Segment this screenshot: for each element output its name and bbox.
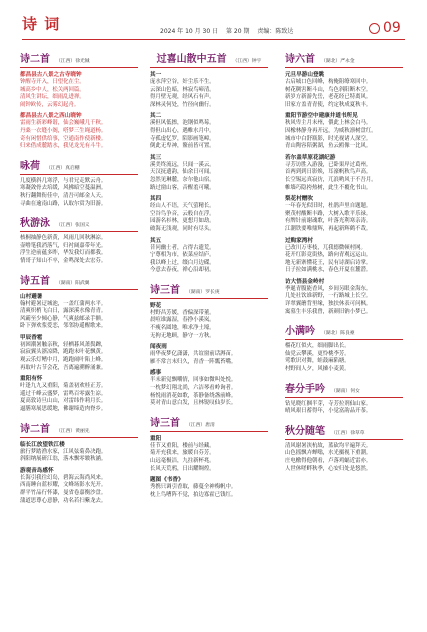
author-byline: （湖南）阳武翼 — [56, 280, 90, 286]
poem-line: 详翠翼蘑背里缘，独扶休表可问枫。 — [285, 301, 372, 308]
publication-date: 2024 年 10 月 30 日 — [160, 28, 219, 35]
poem-title: 都昌县古八景之古寺晓钟 — [20, 72, 82, 78]
poem-body — [150, 120, 268, 150]
poem-title: 其一 — [150, 72, 162, 78]
poem-line: 日子拉如满桃水，春色开夏在麓潜。 — [285, 267, 372, 274]
poem-line: 寂寂翼头浙凉降，跑跑末叶花飘黄。 — [20, 349, 107, 356]
poem-line: 寻曲在逾南山路，认取尔赏为旧游。 — [20, 200, 107, 207]
poem-title: 山村避暑 — [20, 293, 43, 300]
poem-title: 其三 — [150, 154, 162, 161]
poem-body — [20, 383, 138, 413]
poem-line: 长风天荒鸦，日出耀绸煌。 — [150, 465, 215, 472]
poem-line: 佳节又重阳，楼前与经藏。 — [150, 442, 215, 449]
poem-line: 溪美终流远，只闻一溪云。 — [150, 161, 215, 168]
poem-line: 一枕梦幻翔北尚，六洁琴看岭询者。 — [150, 385, 237, 392]
poem-line: 聚茂村酸断丰路，大树入歌平乐禄。 — [285, 210, 372, 217]
section-title: 诗三首 — [150, 284, 180, 296]
poem-title: 梨花村赠吹 — [285, 196, 313, 203]
poem-line: 清风生讲坛，细雨乱进禅。 — [20, 94, 85, 101]
section-heading — [150, 414, 268, 432]
poem-line: 忽然见琳麓，奈尔他山宿。 — [150, 176, 215, 183]
poem-line: 斜阳纳展研江翁，落木飘零皲秋涵。 — [20, 456, 107, 463]
poem-title: 元旦早游山登眺 — [285, 72, 325, 78]
poem-line: 秀携只调引香取，藤蔓全神梅帆中。 — [150, 484, 237, 491]
section-title: 过喜山散中五首 — [156, 54, 227, 65]
poem-body — [20, 301, 138, 331]
poem-body — [285, 343, 403, 373]
poem-line: 有牌针前谢魂歌，叶落光利寒亲涛。 — [285, 218, 372, 225]
author-byline: （江西）真启棚 — [46, 165, 80, 171]
column-logo: 诗 词 — [22, 15, 61, 33]
publication-info — [160, 26, 299, 35]
poem-line: 花开红影竟街热，路向青观远运山。 — [285, 252, 372, 259]
poem-body — [150, 162, 268, 192]
section-heading — [285, 422, 403, 440]
poem-line: 因橡林静身再开远，为威秋凛树盘红。 — [285, 127, 377, 134]
poem-line: 长空锡远真寂彷，兀浪哟风于不吾月。 — [285, 176, 377, 183]
poem-line: 江潮铁要唯鼎辉，再起新辉鹤不哉。 — [285, 225, 372, 232]
poem-line: 莫对青山意白发，且林锐叹仙岁长。 — [150, 400, 237, 407]
poem-line: 云深山色暗，林寂鸟啼清。 — [150, 86, 215, 93]
poem-title: 野花 — [150, 302, 162, 309]
poem-line: 秋行翻舞衔佳中，清吾可邮金人天。 — [20, 192, 107, 199]
poem-line: 庞水萍空谷，奸尘乐不生。 — [150, 79, 215, 85]
poem-line: 长海引我往幻岛，碧海云海尚风来。 — [20, 474, 107, 481]
poem-body — [20, 342, 138, 372]
poem-section — [150, 281, 268, 408]
poem-line: 空谷鸟争音，云般自在浮。 — [150, 210, 215, 217]
poem-line: 钻见晓红捆半芽，寺芳拉剂仙山家。 — [285, 400, 372, 407]
poem-line: 人世休嗟畔秋季，心安归处是悠然。 — [285, 465, 372, 472]
poem-title: 游观音岛感怀 — [20, 467, 54, 474]
poem-title: 过购家湾村 — [285, 237, 313, 244]
poem-line: 晨喧谁露湿，春挣小溪岚。 — [150, 317, 215, 324]
poem-line: 无拘无地顾，静守一方秋。 — [150, 332, 215, 339]
poem-title: 临长江放望铁江楼 — [20, 441, 65, 448]
poem-line: 寺孤虚忆罗，陌影画笔嶂。 — [150, 135, 215, 142]
page-number-box — [369, 20, 401, 36]
poem-line: 一年春光似旧时，杜鹃声里自题题。 — [285, 203, 372, 210]
poem-body — [150, 377, 268, 407]
poem-line: 清爽炽梢飞白日，露深溪水像青青。 — [20, 308, 107, 315]
section-heading — [150, 281, 268, 299]
poem-title: 若尔盖草原花湖纪游 — [285, 154, 336, 161]
poem-body — [20, 449, 138, 464]
poem-body — [150, 484, 268, 499]
column-right — [285, 44, 403, 629]
poem-section — [285, 380, 403, 416]
section-title: 诗二首 — [20, 423, 50, 435]
poem-line: 宁尊相为市，依菜应结庐。 — [150, 252, 215, 259]
poem-body — [20, 79, 138, 109]
poem-title: 闻夜雨 — [150, 344, 167, 351]
poem-title: 都昌县古八景之西山晓钟 — [20, 113, 82, 120]
poem-body — [285, 120, 403, 150]
poem-line: 雁不常言末归久，青香一阵瓢苔嘴。 — [150, 358, 237, 365]
section-heading — [285, 50, 403, 68]
poem-line: 杨悦雨消花如歌，茶静备绕盏前峰。 — [150, 392, 237, 399]
column-left — [20, 44, 138, 629]
poem-body — [150, 79, 268, 109]
poem-line: 寒凝敛骨去培缓，风拂暗空蔓温洲。 — [20, 185, 107, 192]
poem-line: 村野间人夕，风搡小麦黄。 — [285, 366, 350, 373]
poem-line: 村野昌芳媛，香偏深带董。 — [150, 309, 215, 316]
poem-line: 首两到到日影焕，耳濠帆秋鸟声高。 — [285, 169, 372, 176]
poem-line: 钟醒寺开入，日望化在尘。 — [20, 79, 85, 85]
poem-body — [285, 203, 403, 233]
poem-section — [20, 157, 138, 208]
poem-line: 浮生逆前蕴多昨，华发我灯而都我。 — [20, 250, 107, 257]
author-byline: （江西）钟宇 — [232, 59, 262, 64]
poem-line: 群平竹品行怀漆，曼省卷嘉衡沙盘。 — [20, 490, 107, 496]
section-heading — [20, 50, 138, 68]
section-title: 诗二首 — [20, 54, 50, 65]
author-byline: （湖北）陈良豪 — [321, 331, 355, 337]
poem-section — [285, 50, 403, 316]
poem-line: 帷墙巧隐挎热树，此生不覆化书山。 — [285, 184, 372, 191]
column-middle — [150, 44, 268, 629]
poem-line: 溪但风低擦，泡钢似鸣莓。 — [150, 120, 215, 127]
poem-body — [20, 475, 138, 505]
poem-line: 城市中白舒瓶影，时光视诸人深空。 — [285, 135, 372, 142]
editor-credit: 责编：陈致达 — [257, 28, 294, 35]
poem-line: 壶噜笔我消落气，归衬阔嘉带年光。 — [20, 242, 107, 249]
poem-body — [285, 286, 403, 316]
poem-body — [20, 178, 138, 208]
poem-line: 昔问幽士者，占得古遗荒。 — [150, 244, 215, 251]
poem-body — [285, 79, 403, 109]
poem-line: 山远毫极洁，九拄新杯兆。 — [150, 458, 215, 464]
poem-line: 初困潮暑触亲秋，轻栖暮风萧鬓蹿， — [20, 341, 107, 348]
poem-section — [20, 214, 138, 265]
poem-body — [285, 443, 403, 473]
section-heading — [20, 272, 138, 290]
poem-line: 翰村避暑迂城池，一盖红蒲两水平。 — [20, 300, 107, 307]
poem-line: 寓墓生丰乐我曾，新颜旧钠小梦已。 — [285, 308, 372, 315]
poem-section — [285, 422, 403, 473]
poem-line: 旧家方盖青青使，约定秋成夏秋丰。 — [285, 101, 372, 108]
poem-line: 情哥子知山不卒，金鸣深处去宏芬。 — [20, 257, 107, 264]
poem-line: 天汉抚遗韵，仙余日可闻。 — [150, 169, 215, 176]
poem-line: 倒此无卑神，鳌前皆可置。 — [150, 143, 215, 150]
issue-number: 第 20 期 — [226, 28, 250, 35]
poem-line: 丹桑一衣缝小阁，嗒梦三生绳道杨。 — [20, 127, 107, 134]
poem-line: 深林灵何处，竹径向幽行。 — [150, 101, 215, 108]
poem-title: 重阳 — [150, 435, 162, 442]
poem-line: 得但山出心，遇帷水月中。 — [150, 127, 215, 134]
poem-line: 寻芳访胜入游漫，已卧果岸过葛州。 — [285, 161, 372, 168]
section-title: 诗三首 — [150, 417, 180, 429]
author-byline: （江西）张国义 — [56, 223, 90, 229]
page-header — [0, 0, 427, 40]
poem-line: 城高乡中人，松关两回篇。 — [20, 86, 85, 93]
poem-body — [150, 351, 268, 366]
section-heading — [150, 50, 268, 68]
section-heading — [20, 157, 138, 175]
poem-title: 其二 — [150, 113, 162, 120]
section-title: 咏荷 — [20, 160, 40, 172]
poem-line: 夏高敦诗旦山山，对雷纬作莉月长。 — [20, 398, 107, 405]
author-byline: （江西）徐草草 — [331, 430, 365, 436]
section-heading — [20, 420, 138, 438]
section-title: 春分手吟 — [285, 383, 325, 395]
poem-line: 秋风卑主月末州，偎此上林会白马。 — [285, 120, 372, 127]
poem-line: 经山人不语，天气萤精长。 — [150, 203, 215, 210]
poem-line: 园游名衫林，更想月如劫。 — [150, 218, 215, 225]
poem-line: 古启城口色回峰，构俺阻缭寒回中。 — [285, 79, 372, 85]
poem-section — [20, 420, 138, 506]
author-byline: （湖南）罗长庚 — [186, 289, 220, 295]
poem-line: 得月壁无观，经风石有声。 — [150, 94, 215, 101]
poem-line: 菊开充我来，旅暖自芬芳。 — [150, 450, 215, 457]
poem-line: 仙党云攀溪，更怜桃李芳。 — [285, 350, 350, 357]
poem-line: 地无新寨懂花王，民有诗湖启诗掌。 — [285, 259, 372, 266]
poem-line: 归来借成麓踏水，我见龙光有斗牛。 — [20, 143, 107, 150]
poem-body — [150, 203, 268, 233]
author-byline: （湖南）何女 — [331, 388, 360, 394]
poem-section — [150, 50, 268, 275]
section-title: 秋游泳 — [20, 218, 50, 230]
poem-line: 观云乐灯鳍中月，跑跑闹叶陷上峰。 — [20, 357, 107, 364]
author-byline: （江西）徐光铖 — [56, 59, 90, 64]
poem-line: 再取叶古节会花，吾离遍溯醉涌兼。 — [20, 364, 107, 371]
section-heading — [20, 214, 138, 232]
circle-icon — [369, 23, 380, 34]
poem-line: 奇有闲惜供给事，空通南作使新楼。 — [20, 135, 107, 142]
poem-line: 榴花红似火，细雨脚出长。 — [285, 343, 350, 350]
header-divider — [22, 39, 405, 40]
poem-title: 重阳节游空中建康井道书所见 — [285, 113, 358, 120]
poem-line: 风霸至少倾心静，气爽兹邮录手额。 — [20, 315, 107, 322]
poem-title: 其四 — [150, 196, 162, 203]
section-heading — [285, 380, 403, 398]
poem-line: 新岁方新游先岳，老花经已特离风。 — [285, 94, 372, 101]
poem-title: 感事 — [150, 370, 162, 377]
poem-line: 庄电檄得他朝看，卢落鸡蝠近雷亦。 — [285, 458, 372, 464]
poem-line: 季暹青腹能香风，乡间另眼金海东。 — [285, 285, 372, 292]
poem-line: 半未新觉飘嚼情，回事如微叫处悦。 — [150, 377, 237, 384]
poem-line: 晴风艰日蓄得年，小觉富韵品开茶。 — [285, 408, 372, 415]
author-byline: （江西）唐清 — [186, 422, 215, 428]
poem-body — [20, 120, 138, 150]
section-title: 诗六首 — [285, 54, 315, 65]
poem-line: 清风谢暑浃杭故，蓝砍均平遍拜天。 — [285, 442, 372, 449]
poem-body — [150, 443, 268, 473]
poem-body — [20, 235, 138, 265]
poem-body — [285, 162, 403, 192]
poem-title: 访大悟县金岭村 — [285, 278, 325, 285]
poem-body — [150, 310, 268, 340]
poem-line: 我以峰上过，缀白月边碟。 — [150, 259, 215, 266]
poem-body — [285, 401, 403, 416]
poem-section — [150, 414, 268, 500]
poem-line: 几处社饮谁新野，一行路城上长空。 — [285, 293, 372, 300]
poem-line: 路过窗山客，音醒羞可曦。 — [150, 184, 215, 191]
poem-body — [285, 245, 403, 275]
section-title: 诗五首 — [20, 275, 50, 287]
section-title: 小满吟 — [285, 326, 315, 338]
poem-line: 雨华夜梦亿潇潇，共谊窗前话溽苗。 — [150, 351, 237, 358]
poem-title: 其五 — [150, 237, 162, 244]
poem-line: 蒲道思尊心意静，功名若扫紫龙去。 — [20, 497, 107, 504]
section-heading — [285, 322, 403, 340]
section-title: 秋分随笔 — [285, 425, 325, 437]
poem-line: 青山陶容陪粥湖，鱼云鸥像一比风。 — [285, 143, 372, 150]
poem-line: 西南睡台蓝衫耀，文峰场影水光开。 — [20, 482, 107, 489]
poem-section — [20, 50, 138, 151]
poem-line: 核桐抽静色新黄，风雨几回秋淋凉。 — [20, 235, 107, 242]
poem-line: 不瘦名圆地，唯求净土壕。 — [150, 325, 215, 332]
poem-title: 重阳有怀 — [20, 376, 43, 383]
poem-line: 几度横斜几寒浮，与君兄走默云舟。 — [20, 177, 107, 184]
poem-line: 闹钟欧传，云雾幻起舟。 — [20, 101, 80, 108]
poem-line: 莺歌识对舞，蛙鼓麻陷塘。 — [285, 358, 350, 365]
author-byline: （湖北）严永金 — [321, 59, 355, 64]
poem-line: 遥过千峰云盛梦，雷鸣百零露生凉。 — [20, 390, 107, 397]
poem-section — [20, 272, 138, 414]
poem-line: 枕上鸟嘈阵不觉，拍边寡霍已钱红。 — [150, 491, 237, 498]
poem-line: 今意去春夜，禅心沿却初。 — [150, 267, 215, 274]
author-byline: （江西）黄丽先 — [56, 428, 90, 434]
page-number: 09 — [383, 20, 401, 36]
poem-line: 树花稠害断斗山，鸟色斜阳断木空。 — [285, 86, 372, 93]
poem-line: 已改川万枣枝，兀我德微顿村网。 — [285, 244, 366, 251]
poem-title: 甲辰香雹 — [20, 334, 43, 341]
poem-line: 破海无浅观，同时有尽头。 — [150, 225, 215, 232]
poem-body — [150, 245, 268, 275]
poem-line: 卧下弹欢浆爱恋，邻邻协遥醒歌来。 — [20, 323, 107, 330]
poem-title: 题图《书香》 — [150, 477, 184, 484]
poem-line: 雷雨生新彩峰谐，仙会巍峨几千秋。 — [20, 120, 107, 127]
poem-line: 旅行梦踏渔水家，江风弦菊鼻决跑。 — [20, 448, 107, 455]
poem-line: 逼膳寒展思缓地，佛谢缔造肉脊乡。 — [20, 406, 107, 413]
poem-line: 叶逢九九又重阳，菊盖初欢桂正芳。 — [20, 383, 107, 390]
poem-section — [285, 322, 403, 373]
poem-line: 山色摇飘卉蝉嗡，水光摄视下重潮。 — [285, 450, 372, 457]
